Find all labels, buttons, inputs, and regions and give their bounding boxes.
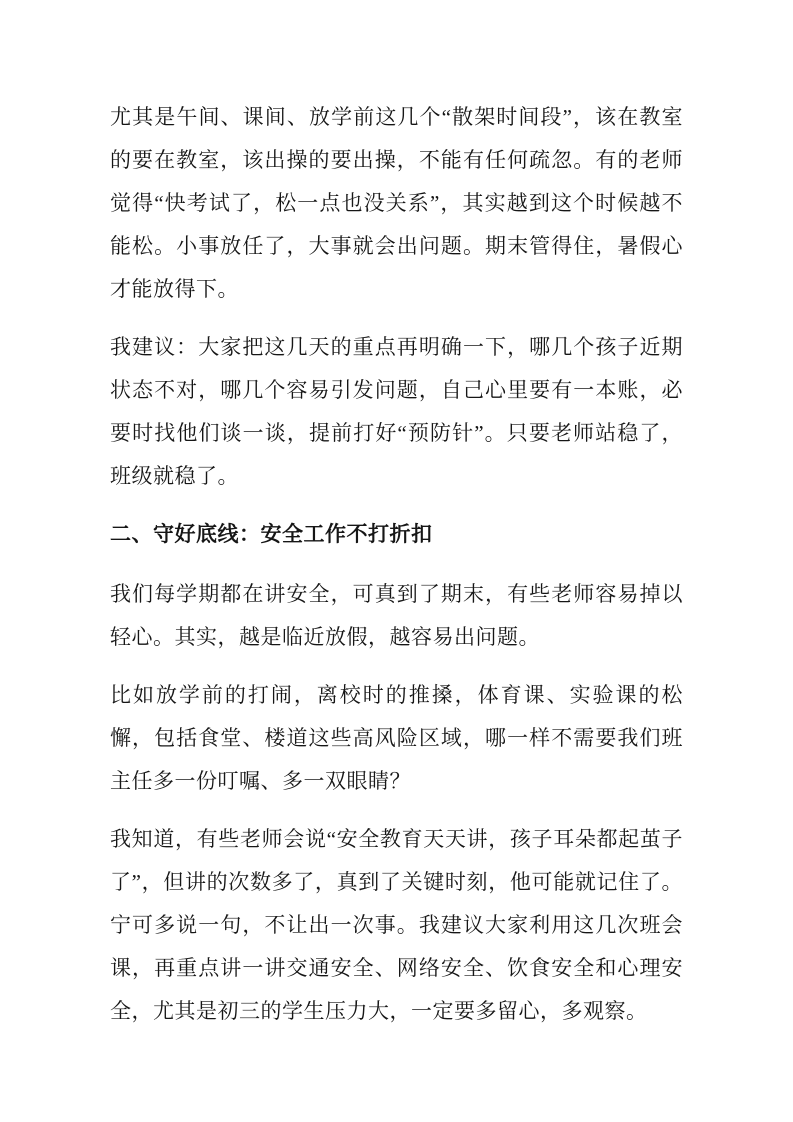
paragraph-risk-areas: 比如放学前的打闹，离校时的推搡，体育课、实验课的松懈，包括食堂、楼道这些高风险区域，哪一样不需要我们班主任多一份叮嘱、多一双眼睛？ bbox=[110, 683, 683, 793]
paragraph-safety-education: 我知道，有些老师会说“安全教育天天讲，孩子耳朵都起茧子了”，但讲的次数多了，真到了关键时刻，他可能就记住了。宁可多说一句，不让出一次事。我建议大家利用这几次班会课，再重点讲一讲交通安全、网络安全、饮食安全和心理安全，尤其是初三的学生压力大，一定要多留心，多观察。 bbox=[110, 827, 683, 1023]
section-heading-safety: 二、守好底线：安全工作不打折扣 bbox=[110, 522, 433, 546]
paragraph-discipline-time-slots: 尤其是午间、课间、放学前这几个“散架时间段”，该在教室的要在教室，该出操的要出操，不能有任何疏忽。有的老师觉得“快考试了，松一点也没关系”，其实越到这个时候越不能松。小事放任了，大事就会出问题。期末管得住，暑假心才能放得下。 bbox=[110, 105, 683, 301]
paragraph-teacher-suggestion: 我建议：大家把这几天的重点再明确一下，哪几个孩子近期状态不对，哪几个容易引发问题，自己心里要有一本账，必要时找他们谈一谈，提前打好“预防针”。只要老师站稳了，班级就稳了。 bbox=[110, 335, 683, 488]
paragraph-safety-awareness: 我们每学期都在讲安全，可真到了期末，有些老师容易掉以轻心。其实，越是临近放假，越容易出问题。 bbox=[110, 582, 683, 649]
